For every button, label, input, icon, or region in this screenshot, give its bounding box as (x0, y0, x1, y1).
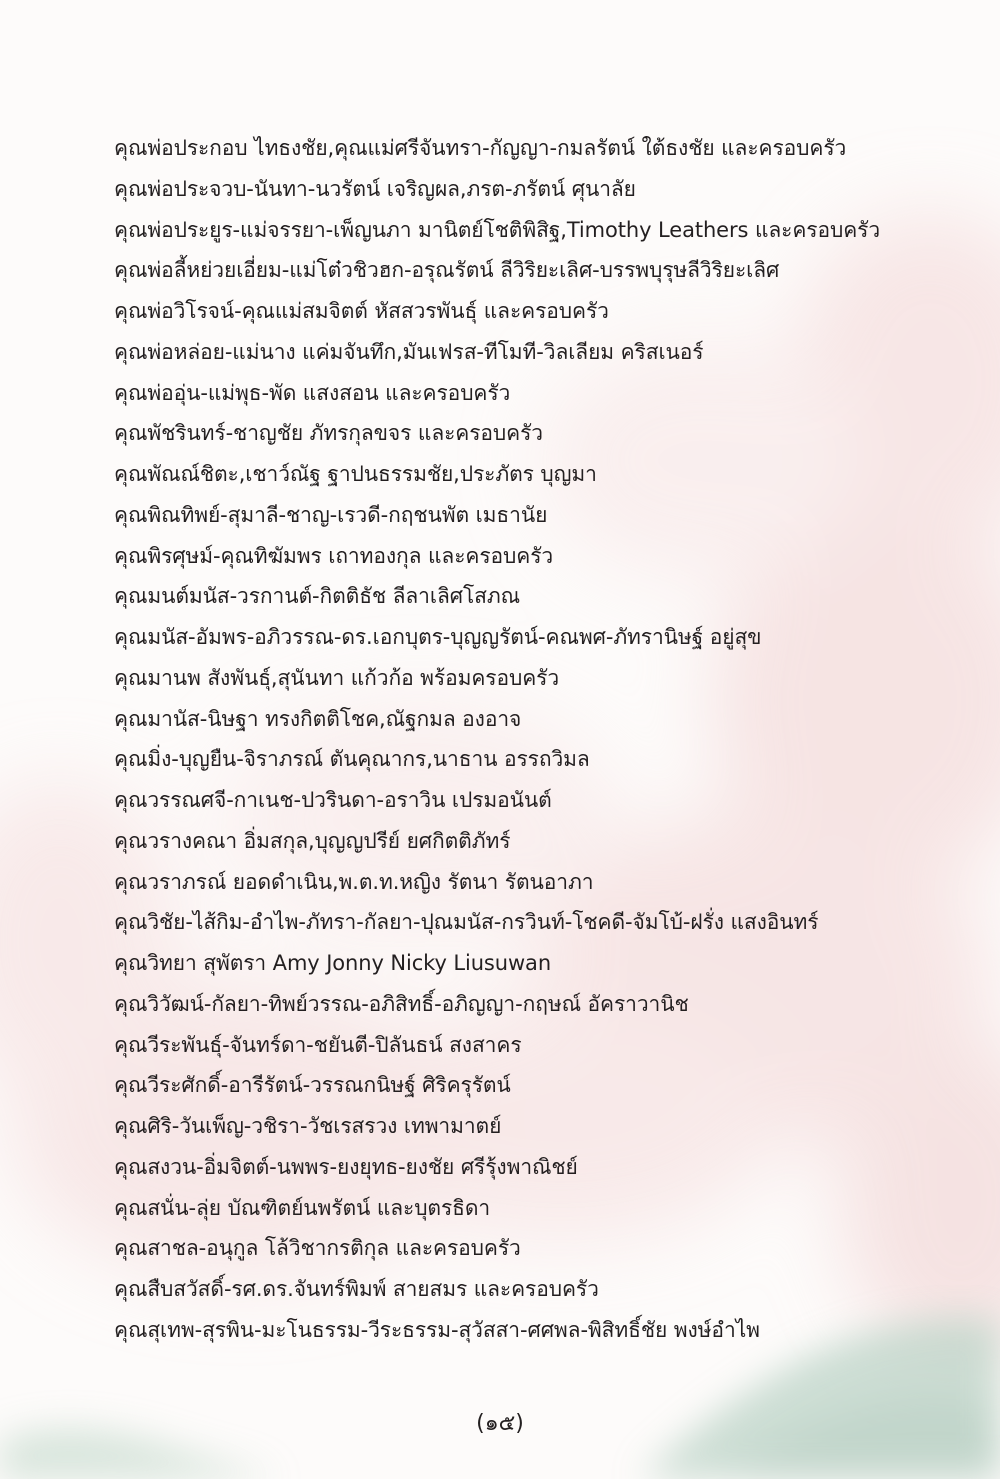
donor-entry: คุณพิณทิพย์-สุมาลี-ชาญ-เรวดี-กฤชนพัต เมธานัย (114, 502, 548, 527)
donor-entry: คุณพ่อลี้หย่วยเอี่ยม-แม่โต๋วชิวฮก-อรุณรัตน์ ลีวิริยะเลิศ-บรรพบุรุษลีวิริยะเลิศ (114, 258, 780, 283)
donor-entry: คุณวรรณศจี-กาเนช-ปวรินดา-อราวิน เปรมอนันต์ (114, 788, 552, 812)
page-number: (๑๕) (476, 1411, 524, 1436)
donor-entry: คุณมนต์มนัส-วรกานต์-กิตติธัช ลีลาเลิศโสภณ (114, 584, 520, 609)
donor-entry: คุณศิริ-วันเพ็ญ-วชิรา-วัชเรสรวง เทพามาตย์ (114, 1114, 502, 1138)
donor-entry: คุณมนัส-อัมพร-อภิวรรณ-ดร.เอกบุตร-บุญญรัตน์-คณพศ-ภัทรานิษฐ์ อยู่สุข (114, 625, 762, 649)
donor-entry: คุณพ่อประจวบ-นันทา-นวรัตน์ เจริญผล,ภรต-ภรัตน์ ศุนาลัย (114, 176, 636, 201)
donor-entry: คุณพ่ออุ่น-แม่พุธ-พัด แสงสอน และครอบครัว (114, 380, 511, 405)
donor-entry: คุณมิ่ง-บุญยืน-จิราภรณ์ ตันคุณากร,นาธาน อรรถวิมล (114, 747, 590, 772)
donor-entry: คุณพ่อประยูร-แม่จรรยา-เพ็ญนภา มานิตย์โชติพิสิฐ,Timothy Leathers และครอบครัว (114, 217, 881, 242)
donor-entry: คุณพ่อวิโรจน์-คุณแม่สมจิตต์ หัสสวรพันธุ์ และครอบครัว (114, 299, 609, 323)
donor-entry: คุณวีระพันธุ์-จันทร์ดา-ชยันตี-ปิลันธน์ สงสาคร (114, 1032, 522, 1057)
donor-entry: คุณวิทยา สุพัตรา Amy Jonny Nicky Liusuwan (114, 951, 552, 975)
donor-entry: คุณพิรศุษม์-คุณทิฆัมพร เถาทองกุล และครอบครัว (114, 543, 554, 568)
donor-entry: คุณพัชรินทร์-ชาญชัย ภัทรกุลขจร และครอบครัว (114, 421, 543, 446)
donor-entry: คุณสืบสวัสดิ์-รศ.ดร.จันทร์พิมพ์ สายสมร และครอบครัว (114, 1277, 599, 1301)
donor-entry: คุณพัณณ์ชิตะ,เชาว์ณัฐ ฐาปนธรรมชัย,ประภัตร บุญมา (114, 462, 597, 486)
donor-entry: คุณพ่อประกอบ ไทธงชัย,คุณแม่ศรีจันทรา-กัญญา-กมลรัตน์ ใต้ธงชัย และครอบครัว (114, 136, 847, 160)
donor-entry: คุณสนั่น-ลุ่ย บัณฑิตย์นพรัตน์ และบุตรธิดา (114, 1195, 491, 1220)
donor-entry: คุณวราภรณ์ ยอดดำเนิน,พ.ต.ท.หญิง รัตนา รัตนอาภา (114, 869, 594, 894)
donor-entry: คุณวีระศักดิ์-อารีรัตน์-วรรณกนิษฐ์ ศิริครุรัตน์ (114, 1073, 511, 1098)
donor-entry: คุณวิวัฒน์-กัลยา-ทิพย์วรรณ-อภิสิทธิ์-อภิญญา-กฤษณ์ อัคราวานิช (114, 991, 689, 1016)
donor-entry: คุณมานัส-นิษฐา ทรงกิตติโชค,ณัฐกมล องอาจ (114, 706, 522, 731)
donor-entry: คุณสุเทพ-สุรพิน-มะโนธรรม-วีระธรรม-สุวัสสา-ศศพล-พิสิทธิ์ชัย พงษ์อำไพ (114, 1317, 760, 1342)
donor-entry: คุณมานพ สังพันธุ์,สุนันทา แก้วก้อ พร้อมครอบครัว (114, 665, 560, 690)
donor-entry: คุณสาชล-อนุกูล โล้วิชากรติกุล และครอบครัว (114, 1236, 521, 1261)
donor-entry: คุณสงวน-อิ่มจิตต์-นพพร-ยงยุทธ-ยงชัย ศรีรุ้งพาณิชย์ (114, 1154, 578, 1179)
donor-entry: คุณวิชัย-ไส้กิม-อำไพ-ภัทรา-กัลยา-ปุณมนัส-กรวินท์-โชคดี-จัมโบ้-ฝรั่ง แสงอินทร์ (114, 910, 819, 935)
donor-entry: คุณพ่อหล่อย-แม่นาง แค่มจันทึก,มันเฟรส-ทีโมที-วิลเลียม คริสเนอร์ (114, 339, 704, 364)
donor-list (114, 128, 974, 1351)
donor-entry: คุณวรางคณา อิ่มสกุล,บุญญปรีย์ ยศกิตติภัทร์ (114, 828, 511, 853)
